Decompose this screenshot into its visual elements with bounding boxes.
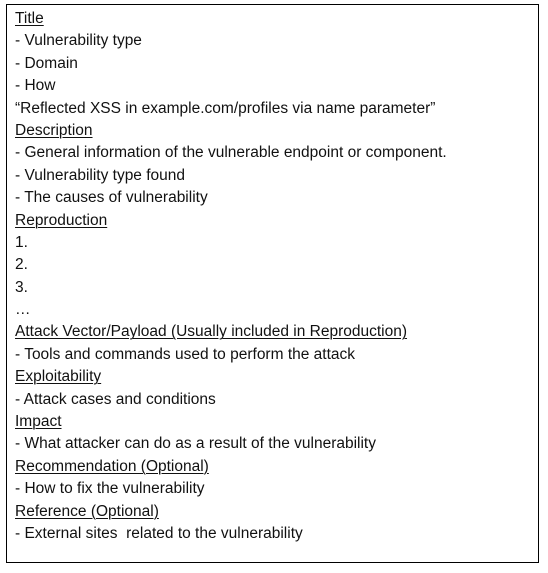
section-line: - What attacker can do as a result of the vulnerability (15, 435, 376, 453)
section-heading-recommendation: Recommendation (Optional) (15, 457, 209, 475)
section-line: - The causes of vulnerability (15, 189, 208, 207)
section-line: - How to fix the vulnerability (15, 480, 205, 498)
section-heading-reproduction: Reproduction (15, 211, 108, 229)
report-template-box (6, 4, 539, 563)
section-line: - Tools and commands used to perform the attack (15, 345, 356, 363)
section-line: - How (15, 77, 56, 95)
section-line: - General information of the vulnerable endpoint or component. (15, 144, 447, 162)
section-heading-reference: Reference (Optional) (15, 502, 159, 520)
title-example: “Reflected XSS in example.com/profiles via name parameter” (15, 99, 436, 117)
section-heading-impact: Impact (15, 413, 62, 431)
reproduction-ellipsis: … (15, 301, 31, 319)
section-heading-exploitability: Exploitability (15, 368, 102, 386)
reproduction-step: 2. (15, 256, 28, 274)
report-template-content (15, 8, 534, 545)
section-line: - Vulnerability type (15, 32, 142, 50)
section-line: - Domain (15, 54, 78, 72)
section-heading-description: Description (15, 121, 93, 139)
section-heading-attack-vector: Attack Vector/Payload (Usually included in Reproduction) (15, 323, 408, 341)
section-line: - Attack cases and conditions (15, 390, 216, 408)
section-heading-title: Title (15, 10, 44, 27)
reproduction-step: 1. (15, 233, 28, 251)
reproduction-step: 3. (15, 278, 28, 296)
section-line: - Vulnerability type found (15, 166, 186, 184)
section-line: - External sites related to the vulnerability (15, 524, 303, 542)
